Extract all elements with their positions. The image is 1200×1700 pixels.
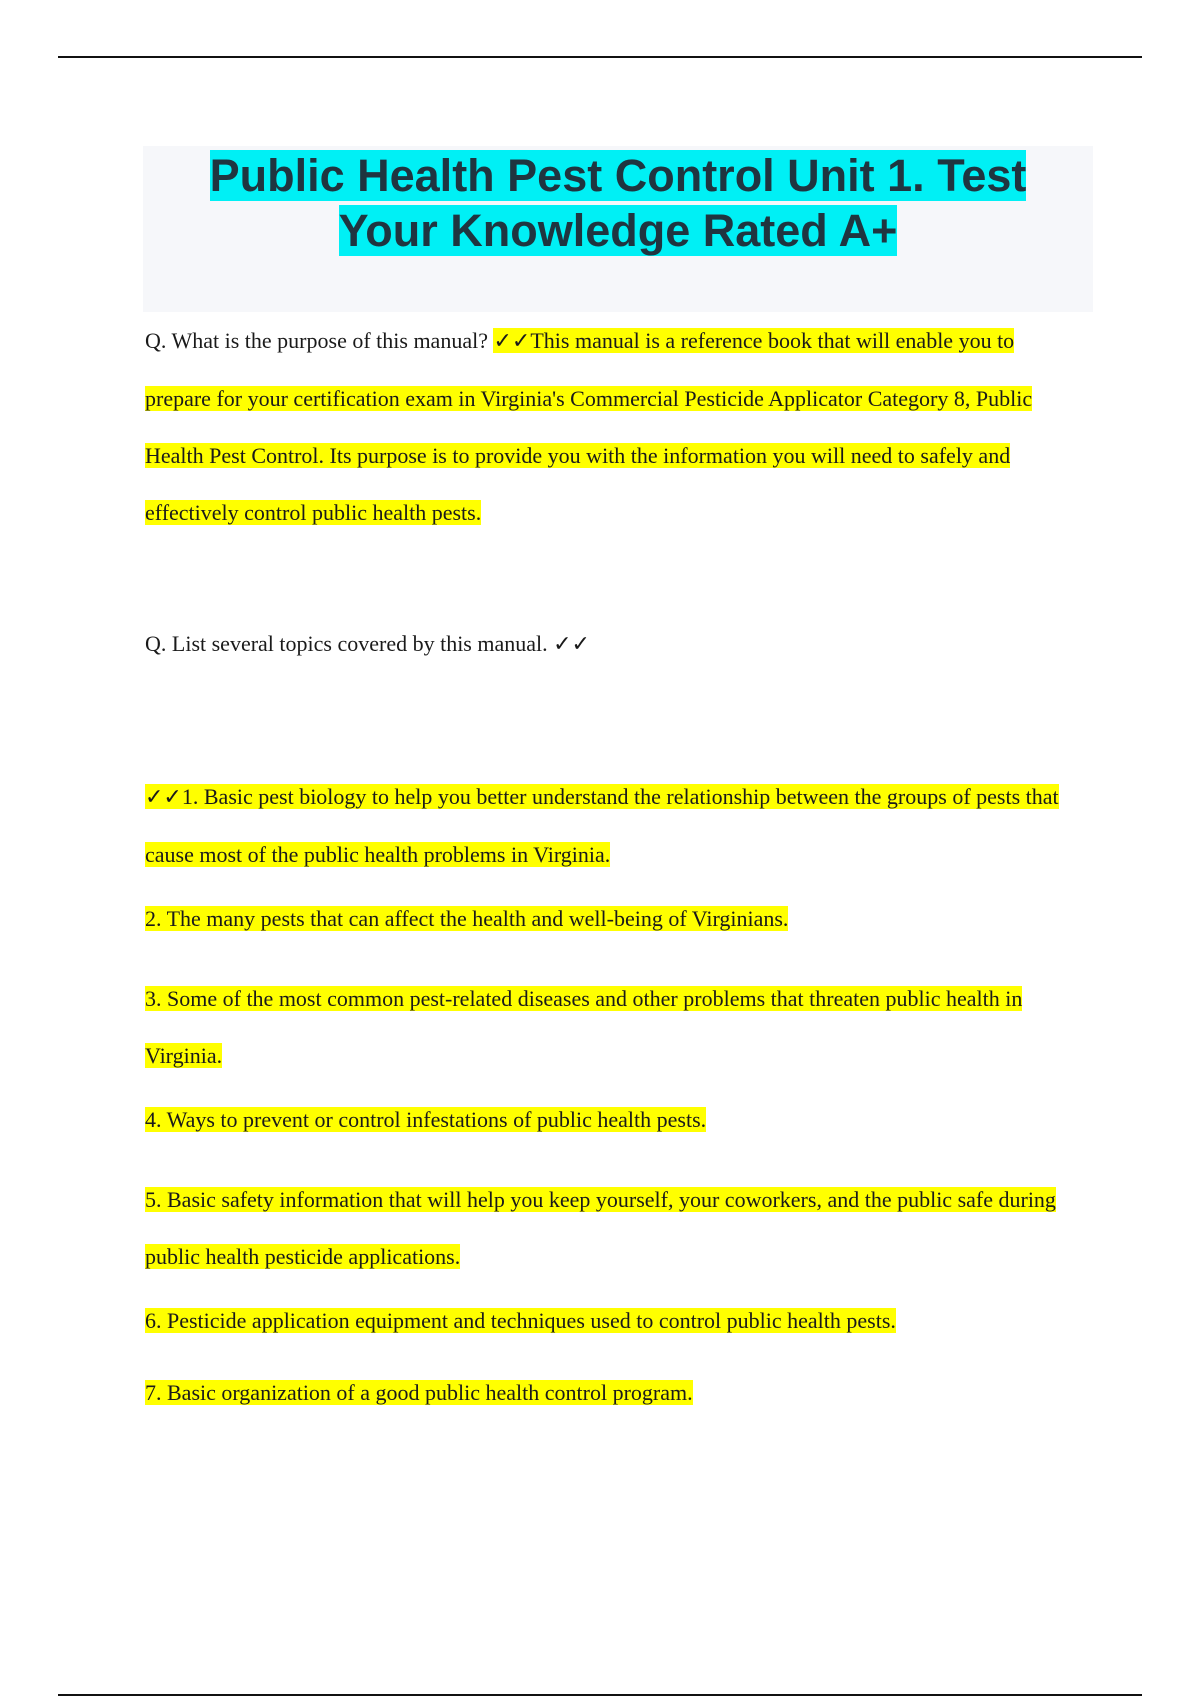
list-item	[145, 1372, 1085, 1414]
checkmark-icon: ✓✓	[145, 785, 182, 810]
list-item-text: 2. The many pests that can affect the health and well-being of Virginians.	[145, 906, 789, 931]
list-item	[145, 768, 1085, 883]
title-line-2: Your Knowledge Rated A+	[338, 205, 898, 256]
topics-list	[145, 768, 1085, 1414]
list-item-highlight	[145, 784, 1059, 867]
list-item	[145, 1099, 1085, 1141]
list-item	[145, 1171, 1085, 1285]
header-rule	[58, 56, 1142, 58]
title-line-1: Public Health Pest Control Unit 1. Test	[209, 150, 1027, 201]
footer-rule	[58, 1694, 1142, 1696]
list-item	[145, 898, 1085, 940]
checkmark-icon: ✓✓	[493, 329, 531, 354]
answer-1-highlight	[145, 328, 1032, 525]
list-item-text: 5. Basic safety information that will help you keep yourself, your coworkers, and the public safe during public health pesticide applications.	[145, 1187, 1056, 1269]
list-item-text: 3. Some of the most common pest-related diseases and other problems that threaten public health in Virginia.	[145, 986, 1023, 1068]
list-item-text: 6. Pesticide application equipment and techniques used to control public health pests.	[145, 1308, 896, 1333]
question-1	[145, 312, 1085, 541]
list-item-text: 7. Basic organization of a good public health control program.	[145, 1380, 693, 1405]
question-2	[145, 629, 1085, 660]
document-title	[143, 146, 1093, 258]
title-block	[143, 146, 1093, 312]
list-item-text: 4. Ways to prevent or control infestations of public health pests.	[145, 1107, 707, 1132]
checkmark-icon: ✓✓	[553, 632, 590, 657]
answer-1-text: This manual is a reference book that will enable you to prepare for your certification exam in Virginia's Commercial Pesticide Applicator Category 8, Public Health Pest Control. Its purpose is to provide you with the information you will need to safely and effectively control public health pests.	[145, 328, 1033, 525]
list-item-text: 1. Basic pest biology to help you better understand the relationship between the groups of pests that cause most of the public health problems in Virginia.	[145, 784, 1059, 867]
question-2-text: Q. List several topics covered by this manual.	[145, 631, 548, 656]
question-1-text: Q. What is the purpose of this manual?	[145, 328, 488, 353]
document-body	[145, 312, 1085, 1444]
list-item	[145, 1300, 1085, 1342]
list-item	[145, 970, 1085, 1084]
